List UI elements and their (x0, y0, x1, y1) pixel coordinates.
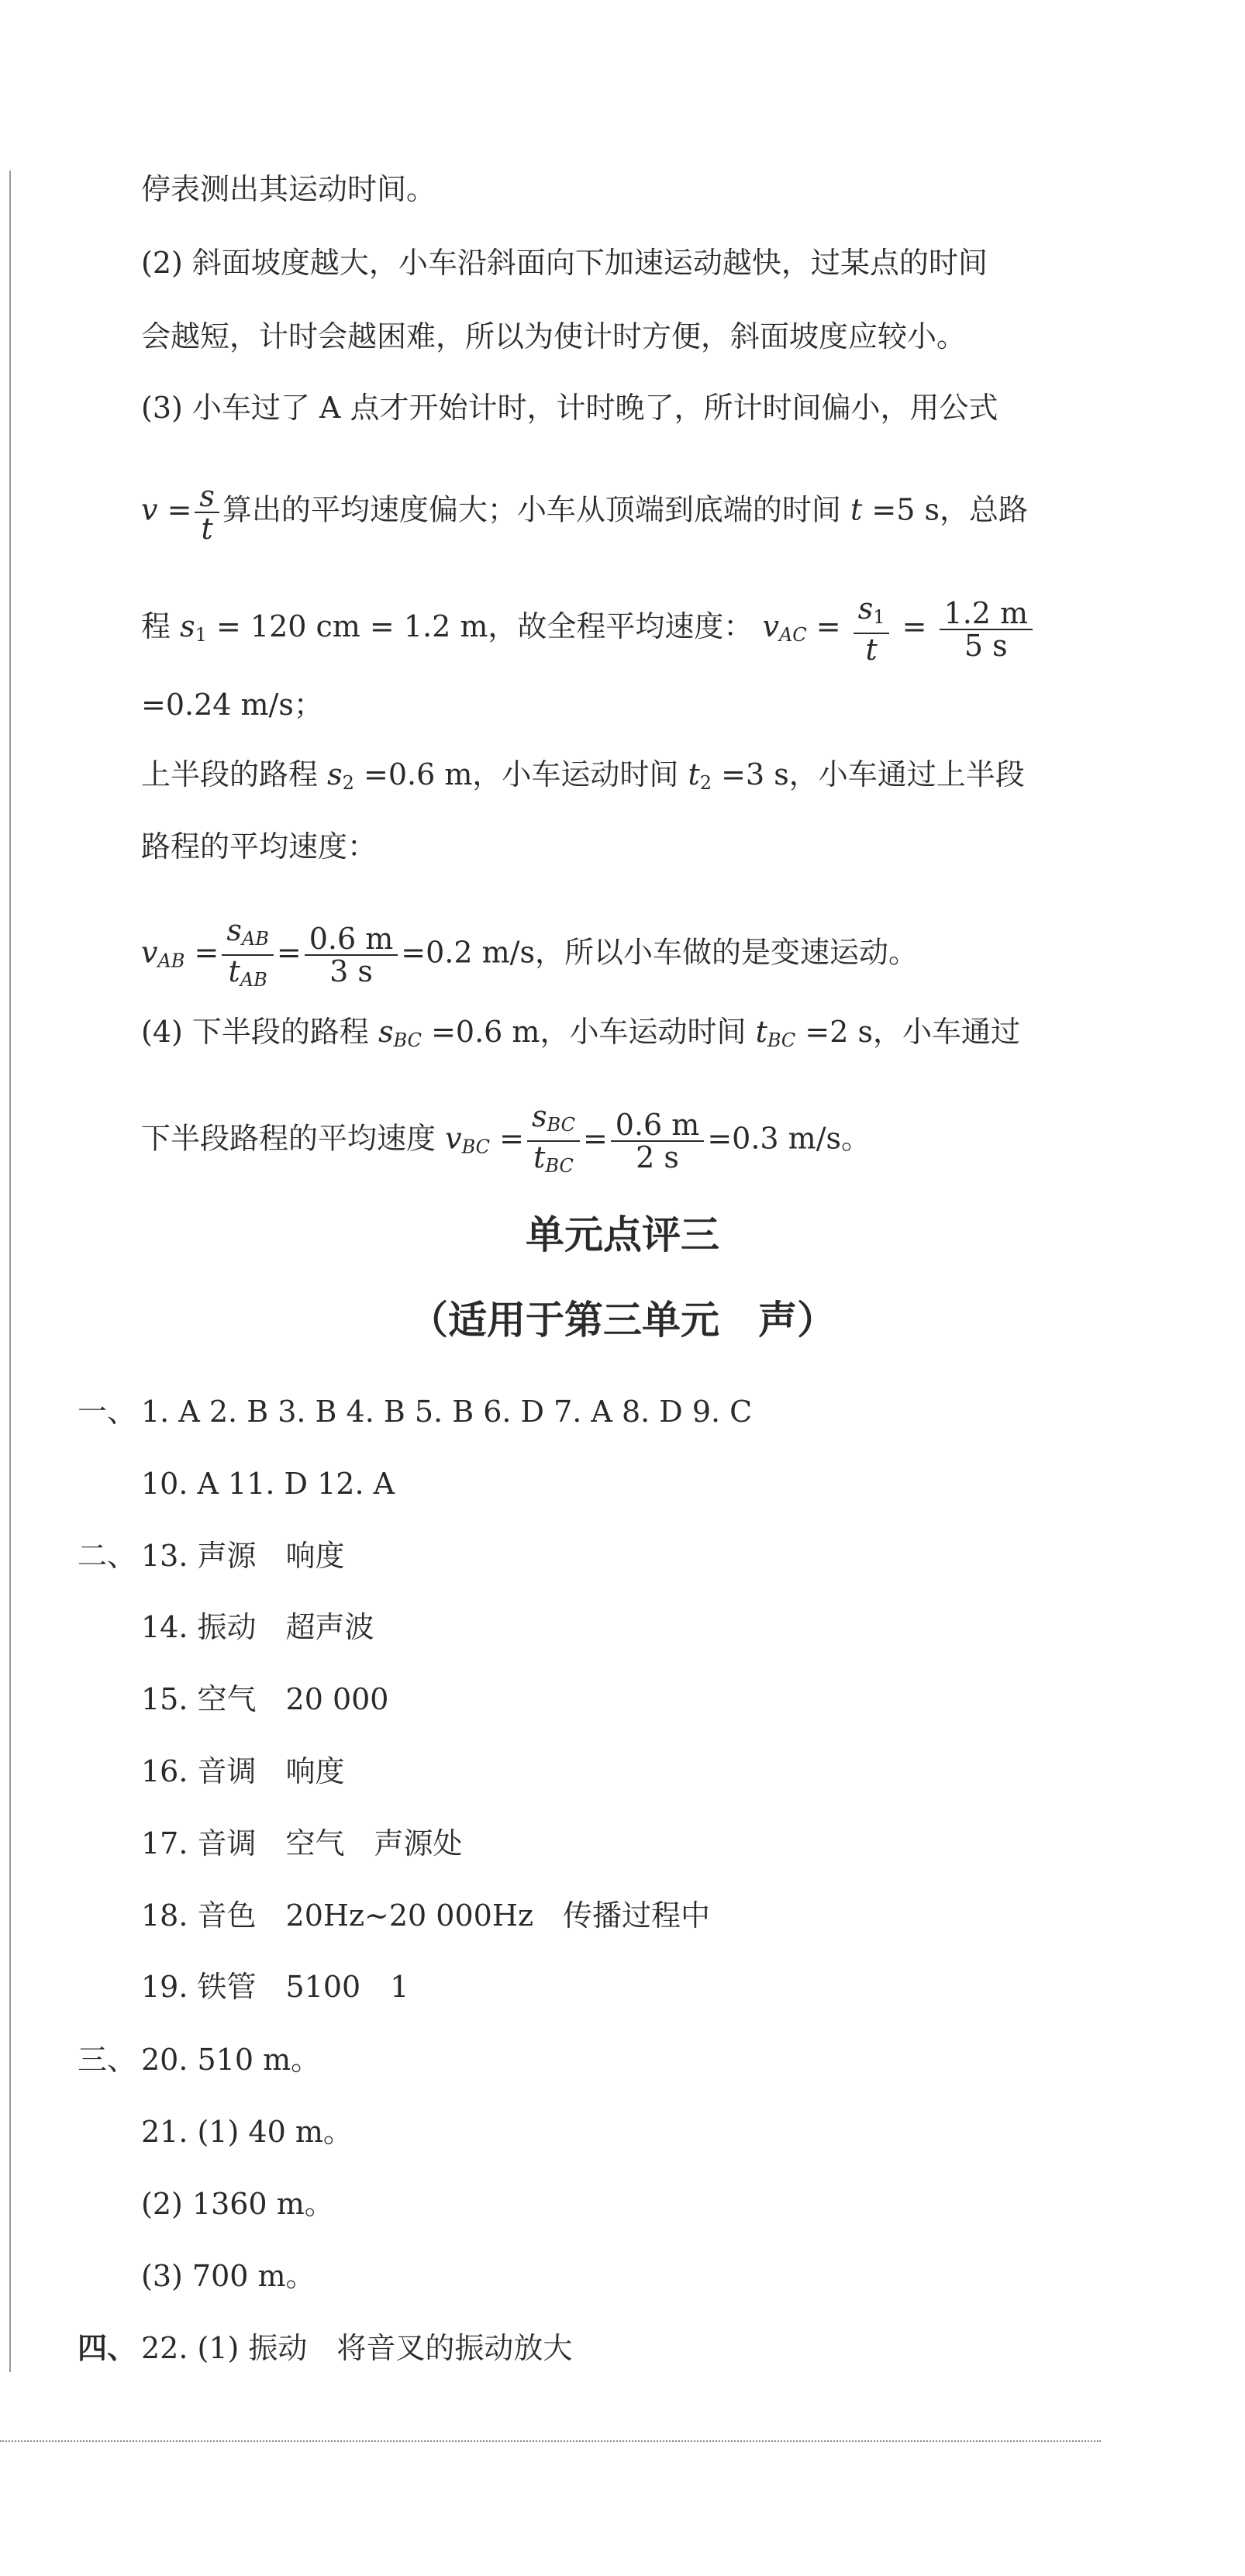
text-line: (2) 斜面坡度越大，小车沿斜面向下加速运动越快，过某点的时间 (141, 246, 988, 280)
fraction-sbc-over-tbc: $\frac{s_{BC}}{t_{BC}}$ (527, 1101, 580, 1181)
unit-title: 单元点评三 (526, 1212, 719, 1257)
section-label: 一、 (78, 1395, 137, 1429)
text-line: 上半段的路程 $s_2 =0.6$ m，小车运动时间 $t_2 =3$ s，小车通过上半段 (141, 757, 1025, 794)
answer-line: 16. 音调 响度 (141, 1754, 345, 1788)
answer-line: 17. 音调 空气 声源处 (141, 1826, 463, 1860)
answer-line: 1. A 2. B 3. B 4. B 5. B 6. D 7. A 8. D 9. C (141, 1395, 753, 1429)
left-margin-rule (9, 171, 11, 2372)
answer-line: 20. 510 m。 (141, 2043, 321, 2077)
answer-line: 13. 声源 响度 (141, 1539, 345, 1573)
answer-line: 22. (1) 振动 将音叉的振动放大 (141, 2331, 573, 2365)
answer-line: 14. 振动 超声波 (141, 1610, 374, 1644)
answer-line: 19. 铁管 5100 1 (141, 1970, 409, 2004)
answer-line: 15. 空气 20 000 (141, 1682, 389, 1716)
formula-line: v = $\frac{s}{t}$ 算出的平均速度偏大；小车从顶端到底端的时间 t =5 s，总路 (141, 479, 1029, 546)
section-label: 二、 (78, 1539, 137, 1573)
text-line: =0.24 m/s； (141, 688, 323, 722)
answer-line: (3) 700 m。 (141, 2259, 316, 2293)
answer-line: 10. A 11. D 12. A (141, 1467, 395, 1501)
answer-line: 18. 音色 20Hz~20 000Hz 传播过程中 (141, 1898, 710, 1933)
answer-line: 21. (1) 40 m。 (141, 2115, 353, 2149)
text-line: 会越短，计时会越困难，所以为使计时方便，斜面坡度应较小。 (141, 319, 967, 353)
text-line: 路程的平均速度： (141, 829, 378, 864)
formula-line: $v_{AB}$ = $\frac{s_{AB}}{t_{AB}}$ = $\frac{0.6 m}{3 s}$ =0.2 m/s，所以小车做的是变速运动。 (141, 915, 1118, 995)
fraction-s-over-t: $\frac{s}{t}$ (195, 481, 219, 544)
fraction-bc-values: $\frac{0.6 m}{2 s}$ (611, 1109, 705, 1173)
fraction-ac-values: $\frac{1.2 m}{5 s}$ (940, 598, 1033, 661)
fraction-sab-over-tab: $\frac{s_{AB}}{t_{AB}}$ (222, 915, 273, 995)
formula-line: 下半段路程的平均速度 $v_{BC}$ = $\frac{s_{BC}}{t_{BC}}$ = $\frac{0.6 m}{2 s}$ =0.3 m/s。 (141, 1101, 1118, 1181)
fraction-ab-values: $\frac{0.6 m}{3 s}$ (305, 923, 398, 987)
unit-subtitle: （适用于第三单元 声） (409, 1298, 836, 1343)
bottom-dotted-rule (0, 2440, 1101, 2442)
section-label: 三、 (78, 2043, 137, 2077)
section-label: 四、 (78, 2330, 137, 2365)
answer-line: (2) 1360 m。 (141, 2187, 334, 2221)
fraction-s1-over-t: $\frac{s_1}{t}$ (854, 593, 890, 665)
text-line: (4) 下半段的路程 $s_{BC} =0.6$ m，小车运动时间 $t_{BC} =2$ s，小车通过 (141, 1015, 1020, 1051)
text-line: 停表测出其运动时间。 (141, 172, 436, 206)
text-line: (3) 小车过了 A 点才开始计时，计时晚了，所计时间偏小，用公式 (141, 391, 998, 425)
formula-line: 程 $s_1 = 120$ cm = 1.2 m，故全程平均速度： $v_{AC}$ = $\frac{s_1}{t}$ = $\frac{1.2 m}{5 s}$ (141, 593, 1118, 665)
